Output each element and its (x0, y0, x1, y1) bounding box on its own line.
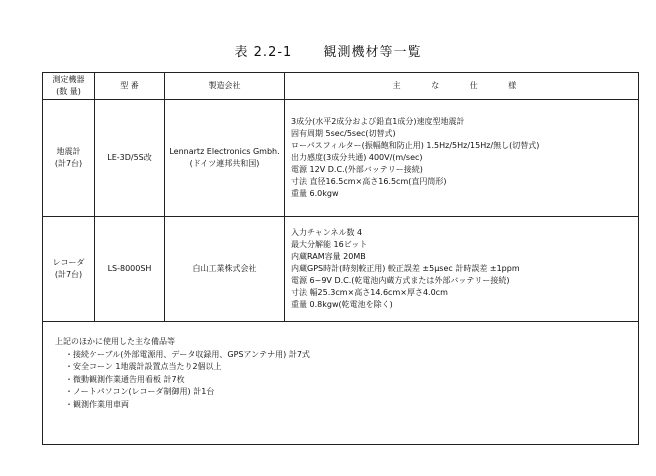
maker-country: (ドイツ連邦共和国) (189, 159, 260, 168)
spec-line: 重量 0.8kgw(乾電池を除く) (291, 300, 393, 309)
spec-line: 最大分解能 16ビット (291, 240, 368, 249)
notes-cell (43, 322, 639, 445)
spec-line: 寸法 幅25.3cm×高さ14.6cm×厚さ4.0cm (291, 288, 448, 297)
spec-line: 出力感度(3成分共通) 400V/(m/sec) (291, 153, 423, 162)
maker-cell (165, 100, 285, 217)
spec-line: ローパスフィルター(振幅飽和防止用) 1.5Hz/5Hz/15Hz/無し(切替式) (291, 141, 540, 150)
table-row (43, 100, 639, 217)
instrument-cell (43, 100, 95, 217)
maker-name: Lennartz Electronics Gmbh. (169, 147, 280, 156)
spec-line: 入力チャンネル数 4 (291, 228, 363, 237)
notes-heading: 上記のほかに使用した主な備品等 (55, 337, 175, 346)
instrument-name: レコーダ (52, 258, 85, 267)
header-model: 型 番 (95, 73, 165, 100)
header-row (43, 73, 639, 100)
spec-line: 内蔵GPS時計(時刻較正用) 較正誤差 ±5μsec 計時誤差 ±1ppm (291, 264, 520, 273)
table-title (0, 41, 656, 60)
notes-item: ・安全コーン 1地震計設置点当たり2個以上 (65, 362, 222, 372)
spec-line: 寸法 直径16.5cm×高さ16.5cm(直円筒形) (291, 177, 447, 186)
header-instrument-line2: (数 量) (56, 87, 81, 96)
spec-line: 3成分(水平2成分および鉛直1成分)速度型地震計 (291, 117, 465, 126)
maker-name: 白山工業株式会社 (192, 264, 257, 273)
maker-cell (165, 217, 285, 322)
spec-cell (285, 217, 639, 322)
table-caption: 観測機材等一覧 (323, 45, 422, 60)
spec-line: 固有周期 5sec/5sec(切替式) (291, 129, 396, 138)
table-row (43, 217, 639, 322)
header-maker: 製造会社 (165, 73, 285, 100)
table-number: 表 2.2-1 (234, 45, 293, 60)
header-specs: 主 な 仕 様 (285, 73, 639, 100)
equipment-table (42, 72, 639, 445)
notes-item: ・ノートパソコン(レコーダ制御用) 計1台 (65, 387, 215, 397)
model-cell: LS-8000SH (95, 217, 165, 322)
spec-line: 内蔵RAM容量 20MB (291, 252, 366, 261)
instrument-count: (計7台) (54, 159, 83, 168)
notes-item: ・観測作業用車両 (65, 399, 129, 409)
notes-item: ・微動観測作業通告用看板 計7枚 (65, 374, 185, 384)
spec-line: 電源 12V D.C.(外部バッテリー接続) (291, 165, 423, 174)
spec-line: 重量 6.0kgw (291, 189, 339, 198)
notes-item: ・接続ケーブル(外部電源用、データ収録用、GPSアンテナ用) 計7式 (65, 349, 310, 359)
header-instrument-line1: 測定機器 (52, 75, 85, 84)
instrument-cell (43, 217, 95, 322)
model-cell: LE-3D/5S改 (95, 100, 165, 217)
notes-row (43, 322, 639, 445)
header-instrument (43, 73, 95, 100)
instrument-name: 地震計 (56, 147, 81, 156)
spec-line: 電源 6~9V D.C.(乾電池内蔵方式または外部バッテリー接続) (291, 276, 510, 285)
spec-cell (285, 100, 639, 217)
instrument-count: (計7台) (54, 270, 83, 279)
